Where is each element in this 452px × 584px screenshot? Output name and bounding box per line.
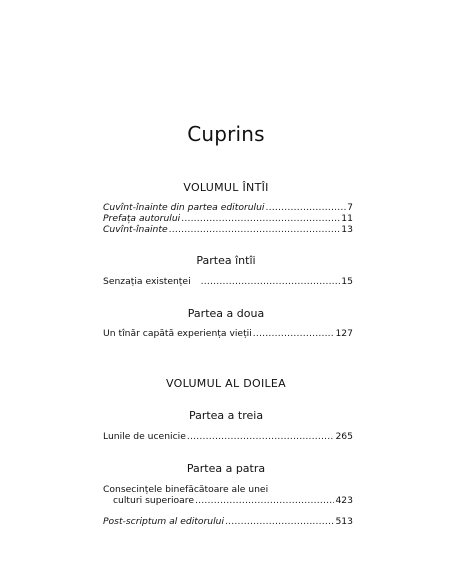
- volume-two-heading: VOLUMUL AL DOILEA: [165, 377, 286, 390]
- part-three-heading: Partea a treia: [188, 409, 264, 422]
- toc-entry-page: 127: [335, 328, 353, 339]
- toc-entry-label: Cuvînt-înainte: [103, 224, 168, 235]
- toc-entry: [103, 224, 353, 235]
- toc-entry-page: 265: [335, 431, 353, 442]
- toc-entry: [103, 516, 353, 527]
- part-two-heading: Partea a doua: [187, 307, 265, 320]
- toc-entry: [103, 484, 353, 506]
- toc-entry-label-cont: culturi superioare: [113, 495, 195, 506]
- page-title: Cuprins: [187, 122, 265, 146]
- dot-leader: [201, 276, 341, 287]
- dot-leader: [169, 224, 341, 235]
- toc-entry: [103, 276, 353, 287]
- part-four-heading: Partea a patra: [186, 462, 266, 475]
- toc-entry-label: Cuvînt-înainte din partea editorului: [103, 202, 265, 213]
- toc-entry-label: Post-scriptum al editorului: [103, 516, 225, 527]
- dot-leader: [187, 431, 335, 442]
- toc-entry: [103, 328, 353, 339]
- toc-entry: [103, 202, 353, 213]
- toc-entry-page: 13: [341, 224, 353, 235]
- toc-entry-label: Consecințele binefăcătoare ale unei: [103, 484, 269, 495]
- volume-one-heading: VOLUMUL ÎNTÎI: [183, 181, 269, 194]
- part-one-heading: Partea întîi: [196, 254, 256, 267]
- toc-entry-page: 423: [335, 495, 353, 506]
- toc-entry-page: 15: [341, 276, 353, 287]
- toc-entry-label: Lunile de ucenicie: [103, 431, 186, 442]
- toc-entry-label: Senzația existenței: [103, 276, 191, 287]
- dot-leader: [225, 516, 334, 527]
- toc-entry-label: Un tînăr capătă experiența vieții: [103, 328, 252, 339]
- toc-entry: [103, 213, 353, 224]
- toc-entry: [103, 431, 353, 442]
- toc-entry-page: 11: [341, 213, 353, 224]
- toc-entry-page: 7: [347, 202, 353, 213]
- toc-entry-page: 513: [335, 516, 353, 527]
- dot-leader: [181, 213, 340, 224]
- dot-leader: [253, 328, 335, 339]
- dot-leader: [266, 202, 347, 213]
- toc-entry-line-two: [103, 495, 353, 506]
- dot-leader: [195, 495, 334, 506]
- toc-entry-label: Prefața autorului: [103, 213, 181, 224]
